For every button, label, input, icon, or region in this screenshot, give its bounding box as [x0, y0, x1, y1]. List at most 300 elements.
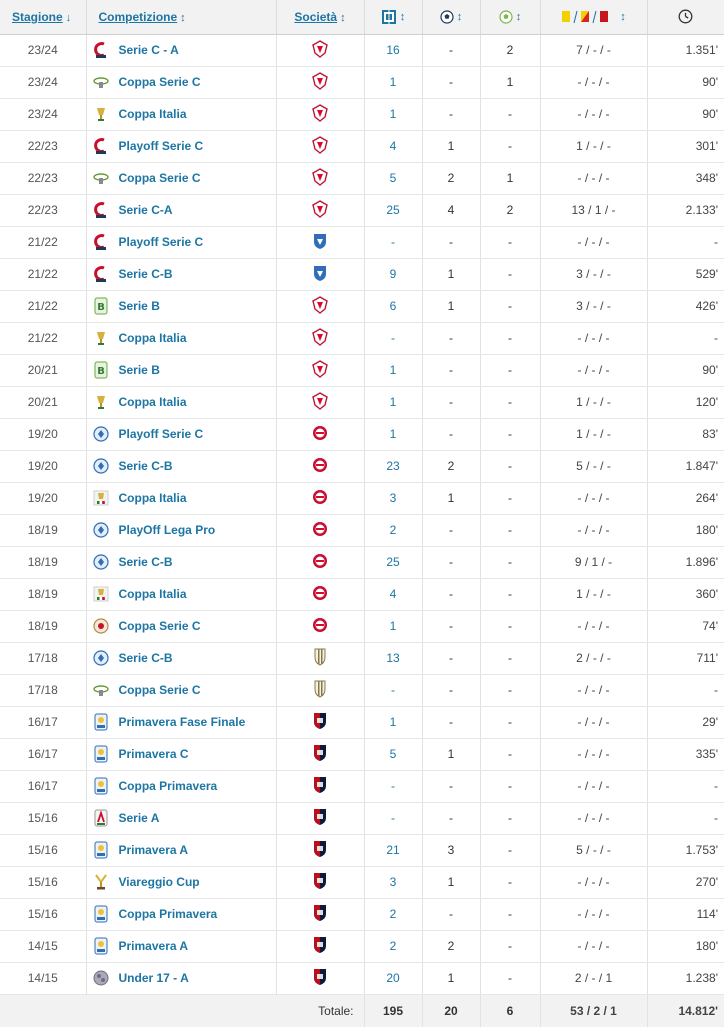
coppa-serie-c-logo-icon[interactable] [93, 169, 109, 187]
competition-cell[interactable] [86, 898, 276, 930]
competition-cell[interactable] [86, 194, 276, 226]
appearances-cell[interactable]: 1 [364, 706, 422, 738]
appearances-cell[interactable]: 1 [364, 98, 422, 130]
season-cell: 17/18 [0, 642, 86, 674]
club-cell[interactable] [276, 802, 364, 834]
table-row [0, 162, 724, 194]
appearances-cell[interactable]: 5 [364, 162, 422, 194]
goals-cell: - [422, 418, 480, 450]
header-cards[interactable] [540, 0, 647, 34]
competition-link[interactable]: PlayOff Lega Pro [118, 523, 216, 537]
serie-b-logo-icon[interactable] [93, 297, 109, 315]
total-assists: 6 [480, 994, 540, 1027]
club-cell[interactable] [276, 898, 364, 930]
competition-link[interactable]: Coppa Italia [118, 491, 187, 505]
competition-cell[interactable] [86, 770, 276, 802]
goals-cell: 4 [422, 194, 480, 226]
club-cell[interactable] [276, 834, 364, 866]
cards-cell: - / - / - [540, 930, 647, 962]
table-row [0, 514, 724, 546]
competition-link[interactable]: Playoff Serie C [118, 427, 204, 441]
sort-toggle-icon[interactable]: ↕ [399, 10, 406, 23]
appearances-cell[interactable]: 3 [364, 866, 422, 898]
round-red-crest-icon[interactable] [312, 584, 328, 605]
header-club-label[interactable]: Società [294, 9, 338, 24]
lega-pro-logo-icon[interactable] [93, 521, 109, 539]
competition-cell[interactable] [86, 450, 276, 482]
red-white-crest-icon[interactable] [312, 104, 328, 125]
appearances-cell[interactable]: 6 [364, 290, 422, 322]
round-red-crest-icon[interactable] [312, 424, 328, 445]
competition-cell[interactable] [86, 322, 276, 354]
appearances-cell[interactable]: 13 [364, 642, 422, 674]
assists-cell: - [480, 354, 540, 386]
assists-cell: - [480, 450, 540, 482]
table-row [0, 34, 724, 66]
minutes-cell: - [647, 802, 724, 834]
appearances-cell[interactable]: 1 [364, 386, 422, 418]
table-row [0, 354, 724, 386]
table-row [0, 194, 724, 226]
competition-cell[interactable] [86, 834, 276, 866]
assists-cell: - [480, 706, 540, 738]
appearances-cell[interactable]: 1 [364, 354, 422, 386]
competition-cell[interactable] [86, 130, 276, 162]
primavera-logo-icon[interactable] [93, 841, 109, 859]
genoa-crest-icon[interactable] [312, 744, 328, 765]
club-cell[interactable] [276, 386, 364, 418]
club-cell[interactable] [276, 514, 364, 546]
assists-cell: - [480, 610, 540, 642]
competition-link[interactable]: Coppa Italia [118, 331, 187, 345]
blue-crest-icon[interactable] [312, 232, 328, 253]
season-cell: 14/15 [0, 962, 86, 994]
club-cell[interactable] [276, 482, 364, 514]
competition-link[interactable]: Serie C-B [118, 459, 173, 473]
assists-cell: - [480, 226, 540, 258]
table-header-row [0, 0, 724, 34]
coppa-italia-old-logo-icon[interactable] [93, 585, 109, 603]
minutes-cell: 90' [647, 98, 724, 130]
appearances-cell[interactable]: - [364, 322, 422, 354]
genoa-crest-icon[interactable] [312, 712, 328, 733]
table-row [0, 386, 724, 418]
club-cell[interactable] [276, 66, 364, 98]
club-cell[interactable] [276, 706, 364, 738]
competition-cell[interactable] [86, 66, 276, 98]
club-cell[interactable] [276, 770, 364, 802]
competition-cell[interactable] [86, 706, 276, 738]
appearances-cell[interactable]: 20 [364, 962, 422, 994]
primavera-logo-icon[interactable] [93, 777, 109, 795]
minutes-cell: - [647, 226, 724, 258]
club-cell[interactable] [276, 322, 364, 354]
table-row [0, 866, 724, 898]
assists-cell: - [480, 834, 540, 866]
club-cell[interactable] [276, 98, 364, 130]
appearances-cell[interactable]: 1 [364, 418, 422, 450]
coppa-italia-logo-icon[interactable] [93, 105, 109, 123]
competition-link[interactable]: Serie C-A [118, 203, 173, 217]
minutes-cell: 2.133' [647, 194, 724, 226]
assists-cell: - [480, 962, 540, 994]
round-red-crest-icon[interactable] [312, 488, 328, 509]
club-cell[interactable] [276, 258, 364, 290]
cards-cell: - / - / - [540, 674, 647, 706]
club-cell[interactable] [276, 450, 364, 482]
appearances-cell[interactable]: 21 [364, 834, 422, 866]
season-cell: 18/19 [0, 578, 86, 610]
genoa-crest-icon[interactable] [312, 968, 328, 989]
appearances-cell[interactable]: - [364, 802, 422, 834]
lega-pro-logo-icon[interactable] [93, 553, 109, 571]
lega-pro-logo-icon[interactable] [93, 425, 109, 443]
competition-cell[interactable] [86, 258, 276, 290]
minutes-cell: 120' [647, 386, 724, 418]
table-row [0, 674, 724, 706]
competition-link[interactable]: Serie C-B [118, 267, 173, 281]
genoa-crest-icon[interactable] [312, 936, 328, 957]
cards-icon [561, 10, 617, 24]
coppa-italia-old-logo-icon[interactable] [93, 489, 109, 507]
coppa-serie-c-logo-icon[interactable] [93, 73, 109, 91]
competition-link[interactable]: Playoff Serie C [118, 235, 204, 249]
minutes-cell: 335' [647, 738, 724, 770]
competition-link[interactable]: Primavera C [118, 747, 189, 761]
competition-link[interactable]: Coppa Primavera [118, 907, 218, 921]
table-row [0, 770, 724, 802]
appearances-cell[interactable]: 4 [364, 130, 422, 162]
sort-toggle-icon[interactable]: ↕ [456, 11, 463, 24]
competition-cell[interactable] [86, 482, 276, 514]
competition-cell[interactable] [86, 226, 276, 258]
appearances-cell[interactable]: 1 [364, 610, 422, 642]
cards-cell: 1 / - / - [540, 418, 647, 450]
season-cell: 16/17 [0, 738, 86, 770]
club-cell[interactable] [276, 962, 364, 994]
competition-link[interactable]: Coppa Italia [118, 395, 187, 409]
goals-cell: - [422, 34, 480, 66]
competition-link[interactable]: Under 17 - A [118, 971, 189, 985]
competition-cell[interactable] [86, 34, 276, 66]
competition-link[interactable]: Primavera Fase Finale [118, 715, 246, 729]
cards-cell: - / - / - [540, 482, 647, 514]
competition-cell[interactable] [86, 738, 276, 770]
season-cell: 23/24 [0, 34, 86, 66]
club-cell[interactable] [276, 418, 364, 450]
coppa-serie-c-round-logo-icon[interactable] [93, 617, 109, 635]
appearances-cell[interactable]: 1 [364, 66, 422, 98]
sort-toggle-icon[interactable]: ↕ [515, 11, 522, 24]
competition-link[interactable]: Coppa Serie C [118, 619, 201, 633]
appearances-cell[interactable]: 25 [364, 194, 422, 226]
header-goals[interactable] [422, 0, 480, 34]
genoa-crest-icon[interactable] [312, 776, 328, 797]
competition-cell[interactable] [86, 418, 276, 450]
header-competition-label[interactable]: Competizione [98, 9, 178, 24]
club-cell[interactable] [276, 354, 364, 386]
table-row [0, 738, 724, 770]
assists-cell: - [480, 546, 540, 578]
minutes-cell: 529' [647, 258, 724, 290]
season-cell: 20/21 [0, 386, 86, 418]
red-white-crest-icon[interactable] [312, 200, 328, 221]
appearances-cell[interactable]: 9 [364, 258, 422, 290]
serie-c-logo-icon[interactable] [93, 233, 109, 251]
red-white-crest-icon[interactable] [312, 40, 328, 61]
goals-cell: 1 [422, 962, 480, 994]
serie-c-logo-icon[interactable] [93, 265, 109, 283]
appearances-cell[interactable]: 2 [364, 514, 422, 546]
genoa-crest-icon[interactable] [312, 808, 328, 829]
assists-cell: - [480, 802, 540, 834]
serie-a-logo-icon[interactable] [93, 809, 109, 827]
season-cell: 16/17 [0, 706, 86, 738]
red-white-crest-icon[interactable] [312, 136, 328, 157]
under-17-logo-icon[interactable] [93, 969, 109, 987]
cards-cell: 9 / 1 / - [540, 546, 647, 578]
svg-text:B: B [96, 366, 105, 377]
stripe-crest-icon[interactable] [312, 648, 328, 669]
primavera-logo-icon[interactable] [93, 905, 109, 923]
appearances-cell[interactable]: 2 [364, 898, 422, 930]
club-cell[interactable] [276, 642, 364, 674]
serie-b-logo-icon[interactable] [93, 361, 109, 379]
minutes-cell: 1.847' [647, 450, 724, 482]
competition-link[interactable]: Playoff Serie C [118, 139, 204, 153]
appearances-cell[interactable]: - [364, 226, 422, 258]
competition-link[interactable]: Serie C-B [118, 555, 173, 569]
blue-crest-icon[interactable] [312, 264, 328, 285]
goals-cell: - [422, 610, 480, 642]
competition-cell[interactable] [86, 546, 276, 578]
viareggio-cup-logo-icon[interactable] [93, 873, 109, 891]
season-cell: 22/23 [0, 194, 86, 226]
header-appearances[interactable] [364, 0, 422, 34]
minutes-cell: 264' [647, 482, 724, 514]
appearances-cell[interactable]: 25 [364, 546, 422, 578]
appearances-cell[interactable]: 3 [364, 482, 422, 514]
primavera-logo-icon[interactable] [93, 745, 109, 763]
cards-cell: 3 / - / - [540, 290, 647, 322]
red-white-crest-icon[interactable] [312, 328, 328, 349]
appearances-cell[interactable]: 16 [364, 34, 422, 66]
competition-link[interactable]: Serie B [118, 299, 160, 313]
competition-link[interactable]: Serie A [118, 811, 160, 825]
club-cell[interactable] [276, 194, 364, 226]
genoa-crest-icon[interactable] [312, 904, 328, 925]
competition-link[interactable]: Coppa Italia [118, 587, 187, 601]
red-white-crest-icon[interactable] [312, 168, 328, 189]
table-row [0, 418, 724, 450]
lega-pro-logo-icon[interactable] [93, 649, 109, 667]
club-cell[interactable] [276, 546, 364, 578]
club-cell[interactable] [276, 610, 364, 642]
competition-cell[interactable] [86, 962, 276, 994]
cards-cell: - / - / - [540, 162, 647, 194]
header-club[interactable] [276, 0, 364, 34]
appearances-cell[interactable]: 4 [364, 578, 422, 610]
minutes-cell: 180' [647, 930, 724, 962]
coppa-serie-c-logo-icon[interactable] [93, 681, 109, 699]
sort-toggle-icon[interactable]: ↕ [340, 11, 346, 24]
goals-cell: - [422, 386, 480, 418]
club-cell[interactable] [276, 866, 364, 898]
red-white-crest-icon[interactable] [312, 360, 328, 381]
competition-link[interactable]: Coppa Serie C [118, 75, 201, 89]
lega-pro-logo-icon[interactable] [93, 457, 109, 475]
competition-cell[interactable] [86, 98, 276, 130]
assists-cell: - [480, 866, 540, 898]
competition-link[interactable]: Coppa Italia [118, 107, 187, 121]
goals-cell: - [422, 898, 480, 930]
coppa-italia-logo-icon[interactable] [93, 393, 109, 411]
appearances-cell[interactable]: - [364, 674, 422, 706]
season-cell: 14/15 [0, 930, 86, 962]
assists-cell: - [480, 98, 540, 130]
assists-cell: 2 [480, 34, 540, 66]
competition-cell[interactable] [86, 354, 276, 386]
competition-link[interactable]: Serie C-B [118, 651, 173, 665]
club-cell[interactable] [276, 930, 364, 962]
competition-cell[interactable] [86, 642, 276, 674]
table-row [0, 642, 724, 674]
competition-link[interactable]: Serie B [118, 363, 160, 377]
season-cell: 18/19 [0, 610, 86, 642]
goals-cell: - [422, 770, 480, 802]
totals-row [0, 994, 724, 1027]
genoa-crest-icon[interactable] [312, 872, 328, 893]
assists-cell: - [480, 482, 540, 514]
competition-cell[interactable] [86, 930, 276, 962]
sort-toggle-icon[interactable]: ↕ [620, 11, 626, 24]
minutes-cell: 90' [647, 354, 724, 386]
minutes-cell: 348' [647, 162, 724, 194]
competition-link[interactable]: Primavera A [118, 939, 189, 953]
cards-cell: 5 / - / - [540, 450, 647, 482]
appearances-cell[interactable]: 5 [364, 738, 422, 770]
header-season[interactable] [0, 0, 86, 34]
round-red-crest-icon[interactable] [312, 520, 328, 541]
header-assists[interactable] [480, 0, 540, 34]
goals-icon [440, 10, 454, 24]
total-appearances: 195 [364, 994, 422, 1027]
competition-link[interactable]: Coppa Serie C [118, 683, 201, 697]
round-red-crest-icon[interactable] [312, 456, 328, 477]
header-competition[interactable] [86, 0, 276, 34]
competition-link[interactable]: Coppa Serie C [118, 171, 201, 185]
season-cell: 15/16 [0, 898, 86, 930]
coppa-italia-logo-icon[interactable] [93, 329, 109, 347]
serie-c-logo-icon[interactable] [93, 41, 109, 59]
season-cell: 17/18 [0, 674, 86, 706]
competition-cell[interactable] [86, 386, 276, 418]
assists-cell: - [480, 578, 540, 610]
cards-cell: 5 / - / - [540, 834, 647, 866]
sort-desc-icon[interactable]: ↓ [65, 11, 72, 24]
competition-cell[interactable] [86, 866, 276, 898]
competition-cell[interactable] [86, 674, 276, 706]
club-cell[interactable] [276, 738, 364, 770]
competition-cell[interactable] [86, 578, 276, 610]
assists-cell: - [480, 674, 540, 706]
club-cell[interactable] [276, 226, 364, 258]
competition-link[interactable]: Serie C - A [118, 43, 179, 57]
primavera-logo-icon[interactable] [93, 713, 109, 731]
competition-cell[interactable] [86, 802, 276, 834]
competition-cell[interactable] [86, 610, 276, 642]
table-row [0, 450, 724, 482]
total-minutes: 14.812' [647, 994, 724, 1027]
competition-link[interactable]: Coppa Primavera [118, 779, 218, 793]
header-season-label[interactable]: Stagione [12, 9, 63, 24]
table-row [0, 482, 724, 514]
table-row [0, 930, 724, 962]
goals-cell: 2 [422, 162, 480, 194]
goals-cell: 2 [422, 450, 480, 482]
club-cell[interactable] [276, 290, 364, 322]
minutes-cell: 1.896' [647, 546, 724, 578]
appearances-cell[interactable]: 2 [364, 930, 422, 962]
minutes-cell: 180' [647, 514, 724, 546]
table-row [0, 610, 724, 642]
competition-link[interactable]: Primavera A [118, 843, 189, 857]
red-white-crest-icon[interactable] [312, 392, 328, 413]
goals-cell: - [422, 546, 480, 578]
sort-toggle-icon[interactable]: ↕ [180, 11, 186, 24]
assists-cell: - [480, 386, 540, 418]
serie-c-logo-icon[interactable] [93, 137, 109, 155]
cards-cell: - / - / - [540, 66, 647, 98]
competition-cell[interactable] [86, 514, 276, 546]
minutes-cell: 270' [647, 866, 724, 898]
round-red-crest-icon[interactable] [312, 616, 328, 637]
cards-cell: - / - / - [540, 898, 647, 930]
goals-cell: - [422, 226, 480, 258]
club-cell[interactable] [276, 578, 364, 610]
assists-cell: 2 [480, 194, 540, 226]
red-white-crest-icon[interactable] [312, 72, 328, 93]
minutes-cell: 1.238' [647, 962, 724, 994]
appearances-cell[interactable]: 23 [364, 450, 422, 482]
serie-c-logo-icon[interactable] [93, 201, 109, 219]
club-cell[interactable] [276, 162, 364, 194]
genoa-crest-icon[interactable] [312, 840, 328, 861]
stripe-crest-icon[interactable] [312, 680, 328, 701]
minutes-cell: 426' [647, 290, 724, 322]
header-minutes[interactable] [647, 0, 724, 34]
goals-cell: 3 [422, 834, 480, 866]
club-cell[interactable] [276, 674, 364, 706]
competition-cell[interactable] [86, 162, 276, 194]
minutes-cell: 1.753' [647, 834, 724, 866]
minutes-cell: 29' [647, 706, 724, 738]
round-red-crest-icon[interactable] [312, 552, 328, 573]
season-cell: 19/20 [0, 418, 86, 450]
competition-link[interactable]: Viareggio Cup [118, 875, 200, 889]
competition-cell[interactable] [86, 290, 276, 322]
club-cell[interactable] [276, 34, 364, 66]
cards-cell: - / - / - [540, 866, 647, 898]
primavera-logo-icon[interactable] [93, 937, 109, 955]
minutes-cell: 360' [647, 578, 724, 610]
assists-cell: - [480, 514, 540, 546]
appearances-cell[interactable]: - [364, 770, 422, 802]
total-goals: 20 [422, 994, 480, 1027]
club-cell[interactable] [276, 130, 364, 162]
table-row [0, 802, 724, 834]
red-white-crest-icon[interactable] [312, 296, 328, 317]
